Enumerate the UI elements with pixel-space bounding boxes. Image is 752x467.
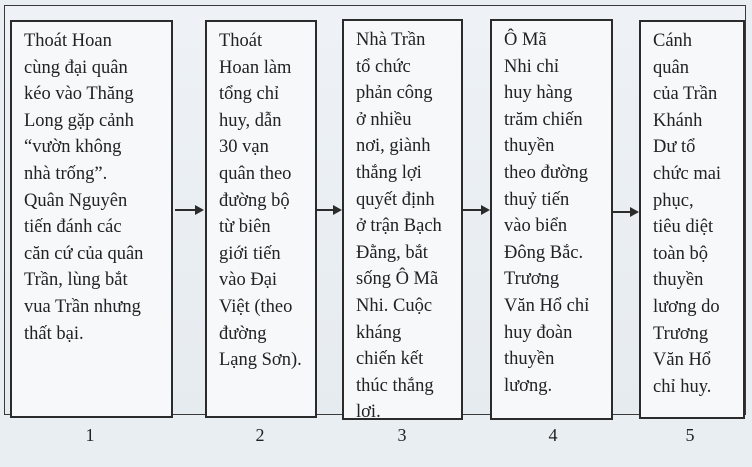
- step-5-line: lương do: [653, 296, 720, 317]
- step-1-line: Quân Nguyên: [24, 190, 128, 211]
- step-2-line: giới tiến: [219, 243, 281, 264]
- step-4-line: vào biển: [504, 216, 568, 237]
- step-4-line: Nhi chỉ: [504, 56, 559, 77]
- step-3-line: chiến kết: [356, 349, 424, 370]
- step-4-line: huy hàng: [504, 83, 573, 104]
- arrow-right-icon: [463, 205, 490, 215]
- step-box-4: [490, 19, 613, 420]
- step-5-line: quân: [653, 57, 689, 78]
- step-4-line: Đông Bắc.: [504, 242, 584, 263]
- step-3-line: tổ chức: [356, 56, 411, 77]
- step-3-line: kháng: [356, 322, 402, 343]
- arrow-right-icon: [613, 207, 639, 217]
- step-1-line: kéo vào Thăng: [24, 84, 134, 105]
- step-5-line: của Trần: [653, 84, 718, 105]
- step-3-line: Đằng, bắt: [356, 242, 428, 263]
- step-box-1: [10, 20, 173, 418]
- step-3-line: phản công: [356, 83, 433, 104]
- step-4-line: lương.: [504, 375, 553, 396]
- step-3-line: quyết định: [356, 189, 435, 210]
- step-2-line: đường bộ: [219, 190, 290, 211]
- step-5-line: chỉ huy.: [653, 376, 712, 397]
- step-1-line: Long gặp cảnh: [24, 110, 134, 131]
- step-1-line: tiến đánh các: [24, 217, 122, 238]
- step-3-line: thúc thắng: [356, 375, 434, 396]
- step-number: 1: [85, 425, 95, 445]
- step-5-line: Dư tổ: [653, 137, 696, 158]
- step-1-line: Trần, lùng bắt: [24, 270, 128, 291]
- step-5-line: Cánh: [653, 31, 693, 51]
- step-3-line: thắng lợi: [356, 162, 422, 183]
- step-5-line: tiêu diệt: [653, 217, 714, 238]
- step-1-line: vua Trần nhưng: [24, 296, 141, 317]
- step-box-3: [342, 19, 463, 423]
- step-5-line: thuyền: [653, 270, 704, 291]
- step-2-line: Hoan làm: [219, 57, 292, 78]
- arrow-right-icon: [175, 205, 204, 215]
- step-4-line: trăm chiến: [504, 109, 583, 130]
- step-3-line: Nhi. Cuộc: [356, 295, 433, 316]
- step-number: 4: [548, 425, 558, 445]
- step-3-line: Nhà Trần: [356, 30, 426, 50]
- step-1-line: nhà trống”.: [24, 163, 108, 184]
- step-4-line: Trương: [504, 269, 560, 290]
- step-box-2: [205, 20, 317, 418]
- step-2-line: quân theo: [219, 163, 292, 184]
- step-1-line: “vườn không: [24, 137, 122, 158]
- step-5-line: Khánh: [653, 110, 703, 131]
- step-2-line: Việt (theo: [219, 296, 293, 317]
- step-2-line: vào Đại: [219, 270, 278, 291]
- step-3-line: ở trận Bạch: [356, 216, 442, 237]
- step-1-line: căn cứ của quân: [24, 243, 144, 264]
- step-2-line: 30 vạn: [219, 137, 269, 158]
- step-2-line: tổng chỉ: [219, 84, 280, 105]
- step-3-line: sống Ô Mã: [356, 269, 439, 290]
- step-4-line: theo đường: [504, 162, 589, 183]
- step-2-line: Lạng Sơn).: [219, 350, 302, 371]
- step-1-line: Thoát Hoan: [24, 31, 112, 51]
- step-3-line: ở nhiều: [356, 109, 412, 130]
- step-3-line: lợi.: [356, 402, 381, 423]
- step-1-line: cùng đại quân: [24, 57, 128, 78]
- step-5-line: toàn bộ: [653, 243, 708, 264]
- step-5-line: phục,: [653, 190, 694, 211]
- step-5-line: Văn Hổ: [653, 350, 712, 371]
- step-4-line: Văn Hổ chỉ: [504, 295, 590, 316]
- step-4-line: huy đoàn: [504, 322, 573, 343]
- step-box-5: [639, 20, 745, 419]
- step-4-line: thuyền: [504, 136, 555, 157]
- step-number: 5: [685, 425, 695, 445]
- step-3-line: nơi, giành: [356, 136, 431, 157]
- step-number: 3: [397, 425, 407, 445]
- step-2-line: Thoát: [219, 31, 263, 51]
- step-2-line: từ biên: [219, 217, 271, 238]
- step-2-line: đường: [219, 323, 267, 344]
- step-number: 2: [255, 425, 265, 445]
- step-2-line: huy, dẫn: [219, 110, 282, 131]
- step-5-line: chức mai: [653, 163, 722, 184]
- step-4-line: thuyền: [504, 349, 555, 370]
- step-5-line: Trương: [653, 323, 709, 344]
- step-1-line: thất bại.: [24, 323, 84, 344]
- step-4-line: thuỷ tiến: [504, 189, 570, 210]
- arrow-right-icon: [317, 205, 342, 215]
- step-4-line: Ô Mã: [504, 30, 547, 50]
